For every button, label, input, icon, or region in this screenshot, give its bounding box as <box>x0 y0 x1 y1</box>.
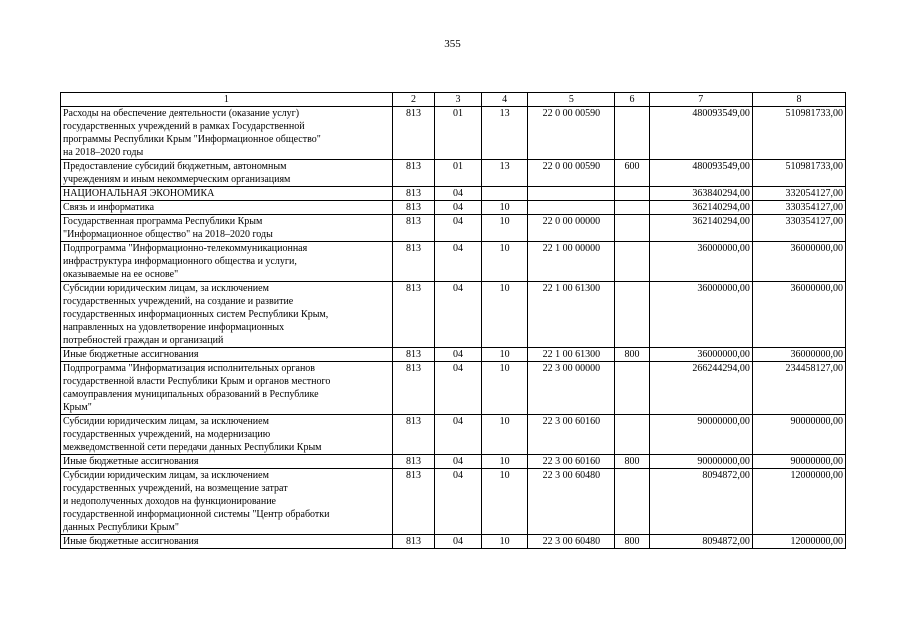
row-name: Расходы на обеспечение деятельности (оказание услуг) государственных учреждений в рамках Государственной программы Республики Крым "Информационное общество" на 2018–2020 годы <box>61 107 393 160</box>
table-row <box>61 242 846 282</box>
table-row <box>61 201 846 215</box>
row-section: 01 <box>435 160 482 187</box>
row-target-article <box>528 187 615 201</box>
row-amount-2019: 8094872,00 <box>649 469 752 535</box>
row-amount-2020: 330354127,00 <box>752 201 845 215</box>
table-row <box>61 469 846 535</box>
row-name: Иные бюджетные ассигнования <box>61 535 393 549</box>
row-target-article: 22 1 00 61300 <box>528 348 615 362</box>
row-amount-2020: 510981733,00 <box>752 160 845 187</box>
row-target-article: 22 0 00 00590 <box>528 107 615 160</box>
column-header: 6 <box>615 93 649 107</box>
row-subsection: 10 <box>481 535 528 549</box>
table-row <box>61 455 846 469</box>
row-section: 04 <box>435 201 482 215</box>
row-admin-code: 813 <box>392 455 434 469</box>
row-target-article <box>528 201 615 215</box>
row-amount-2019: 266244294,00 <box>649 362 752 415</box>
row-admin-code: 813 <box>392 535 434 549</box>
row-section: 04 <box>435 348 482 362</box>
row-amount-2019: 90000000,00 <box>649 415 752 455</box>
table-row <box>61 160 846 187</box>
row-expense-type: 800 <box>615 455 649 469</box>
row-amount-2019: 480093549,00 <box>649 107 752 160</box>
row-amount-2020: 12000000,00 <box>752 469 845 535</box>
table-header-row <box>61 93 846 107</box>
column-header: 1 <box>61 93 393 107</box>
row-amount-2020: 332054127,00 <box>752 187 845 201</box>
row-expense-type <box>615 282 649 348</box>
row-amount-2019: 362140294,00 <box>649 201 752 215</box>
budget-table <box>60 92 846 549</box>
row-section: 04 <box>435 535 482 549</box>
row-section: 04 <box>435 215 482 242</box>
column-header: 3 <box>435 93 482 107</box>
row-admin-code: 813 <box>392 107 434 160</box>
row-name: Связь и информатика <box>61 201 393 215</box>
row-section: 04 <box>435 242 482 282</box>
column-header: 5 <box>528 93 615 107</box>
row-expense-type <box>615 107 649 160</box>
row-amount-2019: 8094872,00 <box>649 535 752 549</box>
row-section: 04 <box>435 469 482 535</box>
row-admin-code: 813 <box>392 201 434 215</box>
row-subsection: 10 <box>481 469 528 535</box>
row-name: Государственная программа Республики Крым "Информационное общество" на 2018–2020 годы <box>61 215 393 242</box>
row-expense-type <box>615 415 649 455</box>
row-section: 04 <box>435 415 482 455</box>
row-expense-type: 600 <box>615 160 649 187</box>
row-name: Субсидии юридическим лицам, за исключением государственных учреждений, на создание и развитие государственных информационных систем Республики Крым, направленных на удовлетворение информационных потребностей граждан и организаций <box>61 282 393 348</box>
row-expense-type <box>615 187 649 201</box>
row-admin-code: 813 <box>392 215 434 242</box>
row-subsection <box>481 187 528 201</box>
row-amount-2019: 363840294,00 <box>649 187 752 201</box>
row-amount-2020: 12000000,00 <box>752 535 845 549</box>
row-section: 04 <box>435 187 482 201</box>
row-target-article: 22 3 00 60480 <box>528 469 615 535</box>
table-row <box>61 535 846 549</box>
row-subsection: 10 <box>481 455 528 469</box>
row-name: Предоставление субсидий бюджетным, автономным учреждениям и иным некоммерческим организациям <box>61 160 393 187</box>
row-amount-2020: 330354127,00 <box>752 215 845 242</box>
row-admin-code: 813 <box>392 415 434 455</box>
row-expense-type <box>615 469 649 535</box>
row-amount-2020: 234458127,00 <box>752 362 845 415</box>
row-section: 01 <box>435 107 482 160</box>
row-target-article: 22 3 00 60160 <box>528 415 615 455</box>
row-amount-2020: 90000000,00 <box>752 415 845 455</box>
row-amount-2020: 36000000,00 <box>752 242 845 282</box>
row-subsection: 13 <box>481 160 528 187</box>
row-amount-2019: 90000000,00 <box>649 455 752 469</box>
row-name: Субсидии юридическим лицам, за исключением государственных учреждений, на модернизацию межведомственной сети передачи данных Республики Крым <box>61 415 393 455</box>
row-admin-code: 813 <box>392 242 434 282</box>
row-subsection: 10 <box>481 201 528 215</box>
row-name: Подпрограмма "Информатизация исполнительных органов государственной власти Республики Крым и органов местного самоуправления муниципальных образований в Республике Крым" <box>61 362 393 415</box>
row-amount-2020: 90000000,00 <box>752 455 845 469</box>
row-admin-code: 813 <box>392 187 434 201</box>
row-subsection: 10 <box>481 215 528 242</box>
row-name: Иные бюджетные ассигнования <box>61 455 393 469</box>
row-admin-code: 813 <box>392 362 434 415</box>
table-row <box>61 362 846 415</box>
table-row <box>61 415 846 455</box>
row-name: НАЦИОНАЛЬНАЯ ЭКОНОМИКА <box>61 187 393 201</box>
column-header: 2 <box>392 93 434 107</box>
page-number: 355 <box>444 38 461 50</box>
row-amount-2019: 362140294,00 <box>649 215 752 242</box>
row-subsection: 10 <box>481 242 528 282</box>
row-section: 04 <box>435 362 482 415</box>
row-target-article: 22 3 00 00000 <box>528 362 615 415</box>
row-name: Подпрограмма "Информационно-телекоммуникационная инфраструктура информационного общества и услуги, оказываемые на ее основе" <box>61 242 393 282</box>
row-target-article: 22 1 00 61300 <box>528 282 615 348</box>
row-amount-2020: 36000000,00 <box>752 282 845 348</box>
row-amount-2020: 510981733,00 <box>752 107 845 160</box>
row-name: Иные бюджетные ассигнования <box>61 348 393 362</box>
row-expense-type <box>615 362 649 415</box>
row-target-article: 22 1 00 00000 <box>528 242 615 282</box>
row-subsection: 10 <box>481 348 528 362</box>
row-expense-type <box>615 215 649 242</box>
column-header: 7 <box>649 93 752 107</box>
row-section: 04 <box>435 282 482 348</box>
column-header: 8 <box>752 93 845 107</box>
row-amount-2019: 480093549,00 <box>649 160 752 187</box>
row-expense-type: 800 <box>615 535 649 549</box>
row-admin-code: 813 <box>392 160 434 187</box>
column-header: 4 <box>481 93 528 107</box>
row-subsection: 10 <box>481 282 528 348</box>
row-subsection: 10 <box>481 362 528 415</box>
row-expense-type <box>615 201 649 215</box>
row-admin-code: 813 <box>392 348 434 362</box>
row-admin-code: 813 <box>392 469 434 535</box>
row-amount-2019: 36000000,00 <box>649 282 752 348</box>
row-amount-2019: 36000000,00 <box>649 348 752 362</box>
row-section: 04 <box>435 455 482 469</box>
row-target-article: 22 0 00 00590 <box>528 160 615 187</box>
row-admin-code: 813 <box>392 282 434 348</box>
row-expense-type: 800 <box>615 348 649 362</box>
table-row <box>61 215 846 242</box>
table-row <box>61 187 846 201</box>
row-expense-type <box>615 242 649 282</box>
row-subsection: 13 <box>481 107 528 160</box>
table-row <box>61 348 846 362</box>
row-amount-2019: 36000000,00 <box>649 242 752 282</box>
row-target-article: 22 0 00 00000 <box>528 215 615 242</box>
table-row <box>61 282 846 348</box>
row-target-article: 22 3 00 60160 <box>528 455 615 469</box>
row-subsection: 10 <box>481 415 528 455</box>
row-amount-2020: 36000000,00 <box>752 348 845 362</box>
table-row <box>61 107 846 160</box>
row-target-article: 22 3 00 60480 <box>528 535 615 549</box>
row-name: Субсидии юридическим лицам, за исключением государственных учреждений, на возмещение затрат и недополученных доходов на функционирование государственной информационной системы "Центр обработки данных Республики Крым" <box>61 469 393 535</box>
